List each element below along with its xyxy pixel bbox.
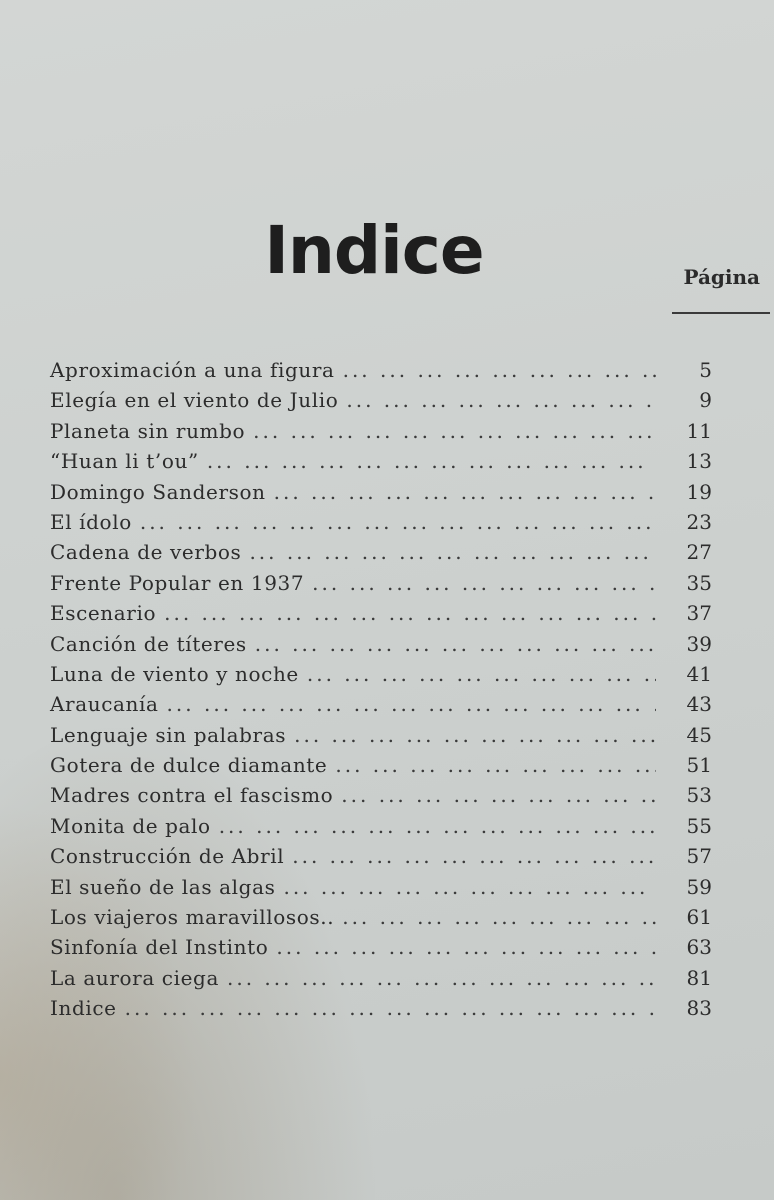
toc-entry-page: 5 <box>699 358 712 382</box>
toc-entry-page: 83 <box>686 996 712 1021</box>
toc-entry-page: 41 <box>686 661 712 686</box>
toc-entry <box>50 632 712 662</box>
toc-entry-page: 27 <box>686 540 712 565</box>
toc-entry-page: 51 <box>686 753 712 778</box>
dot-leader <box>335 753 656 777</box>
toc-entry <box>50 601 712 631</box>
toc-entry-page: 81 <box>686 965 712 990</box>
toc-entry-page: 57 <box>686 844 712 869</box>
toc-entry <box>50 935 712 965</box>
toc-entry-title: Gotera de dulce diamante <box>50 753 328 778</box>
dot-leader <box>292 844 656 868</box>
toc-entry <box>50 510 712 540</box>
toc-entry-title: El ídolo <box>50 509 132 534</box>
toc-entry <box>50 571 712 601</box>
dot-leader <box>227 966 656 990</box>
toc-entry <box>50 875 712 905</box>
toc-entry-title: La aurora ciega <box>50 965 219 990</box>
toc-entry <box>50 996 712 1026</box>
toc-entry-title: Frente Popular en 1937 <box>50 570 305 595</box>
toc-entry-page: 45 <box>686 722 712 747</box>
toc-entry-title: Cadena de verbos <box>50 540 242 565</box>
toc-entry-page: 11 <box>686 418 712 443</box>
toc-entry-title: Indice <box>50 996 117 1021</box>
toc-entry <box>50 844 712 874</box>
toc-entry-title: Araucanía <box>50 692 159 717</box>
toc-entry-page: 59 <box>686 874 712 899</box>
toc-entry <box>50 783 712 813</box>
toc-entry-title: Lenguaje sin palabras <box>50 722 287 747</box>
toc-entry <box>50 662 712 692</box>
toc-entry-title: “Huan li t’ou” <box>50 449 199 474</box>
toc-entry <box>50 540 712 570</box>
dot-leader <box>167 692 656 716</box>
toc-entry-page: 9 <box>699 388 712 413</box>
toc-entry-page: 23 <box>686 509 712 534</box>
toc-entry-page: 39 <box>686 631 712 656</box>
dot-leader <box>341 783 656 807</box>
toc-entry-title: Domingo Sanderson <box>50 479 266 504</box>
toc-entry-title: El sueño de las algas <box>50 874 276 899</box>
toc-entry-title: Escenario <box>50 601 157 626</box>
dot-leader <box>274 480 656 504</box>
toc-entry-title: Monita de palo <box>50 813 211 838</box>
toc-entry-title: Planeta sin rumbo <box>50 418 246 443</box>
page-column-header: Página <box>683 265 760 289</box>
toc-entry <box>50 753 712 783</box>
dot-leader <box>140 510 656 534</box>
toc-entry <box>50 723 712 753</box>
toc-entry-title: Los viajeros maravillosos.. <box>50 905 335 930</box>
toc-entry <box>50 358 712 388</box>
dot-leader <box>276 935 656 959</box>
dot-leader <box>312 571 656 595</box>
dot-leader <box>207 449 656 473</box>
toc-entry <box>50 966 712 996</box>
toc-entry-title: Elegía en el viento de Julio <box>50 388 339 413</box>
dot-leader <box>253 419 656 443</box>
toc-entry-page: 61 <box>686 905 712 930</box>
dot-leader <box>255 632 656 656</box>
toc-entry-page: 63 <box>686 935 712 960</box>
toc-entry-page: 13 <box>686 449 712 474</box>
dot-leader <box>283 875 656 899</box>
toc-entry-title: Aproximación a una figura <box>50 358 335 382</box>
toc-entry-page: 37 <box>686 601 712 626</box>
toc-entry <box>50 692 712 722</box>
toc-entry <box>50 388 712 418</box>
table-of-contents <box>50 358 712 1027</box>
page-title: Indice <box>264 212 484 290</box>
toc-entry-title: Construcción de Abril <box>50 844 285 869</box>
toc-entry <box>50 905 712 935</box>
toc-entry-page: 19 <box>686 479 712 504</box>
dot-leader <box>219 814 656 838</box>
dot-leader <box>249 540 656 564</box>
toc-entry <box>50 480 712 510</box>
toc-entry-page: 53 <box>686 783 712 808</box>
dot-leader <box>342 905 656 929</box>
toc-entry-title: Sinfonía del Instinto <box>50 935 269 960</box>
dot-leader <box>346 388 656 412</box>
toc-entry-page: 55 <box>686 813 712 838</box>
dot-leader <box>164 601 656 625</box>
toc-entry-page: 35 <box>686 570 712 595</box>
toc-entry-page: 43 <box>686 692 712 717</box>
toc-entry-title: Canción de títeres <box>50 631 247 656</box>
dot-leader <box>343 358 656 382</box>
toc-entry <box>50 814 712 844</box>
header-rule <box>672 312 770 314</box>
toc-entry-title: Luna de viento y noche <box>50 661 299 686</box>
dot-leader <box>294 723 656 747</box>
toc-entry <box>50 449 712 479</box>
dot-leader <box>307 662 656 686</box>
toc-entry <box>50 419 712 449</box>
dot-leader <box>125 996 656 1020</box>
toc-entry-title: Madres contra el fascismo <box>50 783 334 808</box>
